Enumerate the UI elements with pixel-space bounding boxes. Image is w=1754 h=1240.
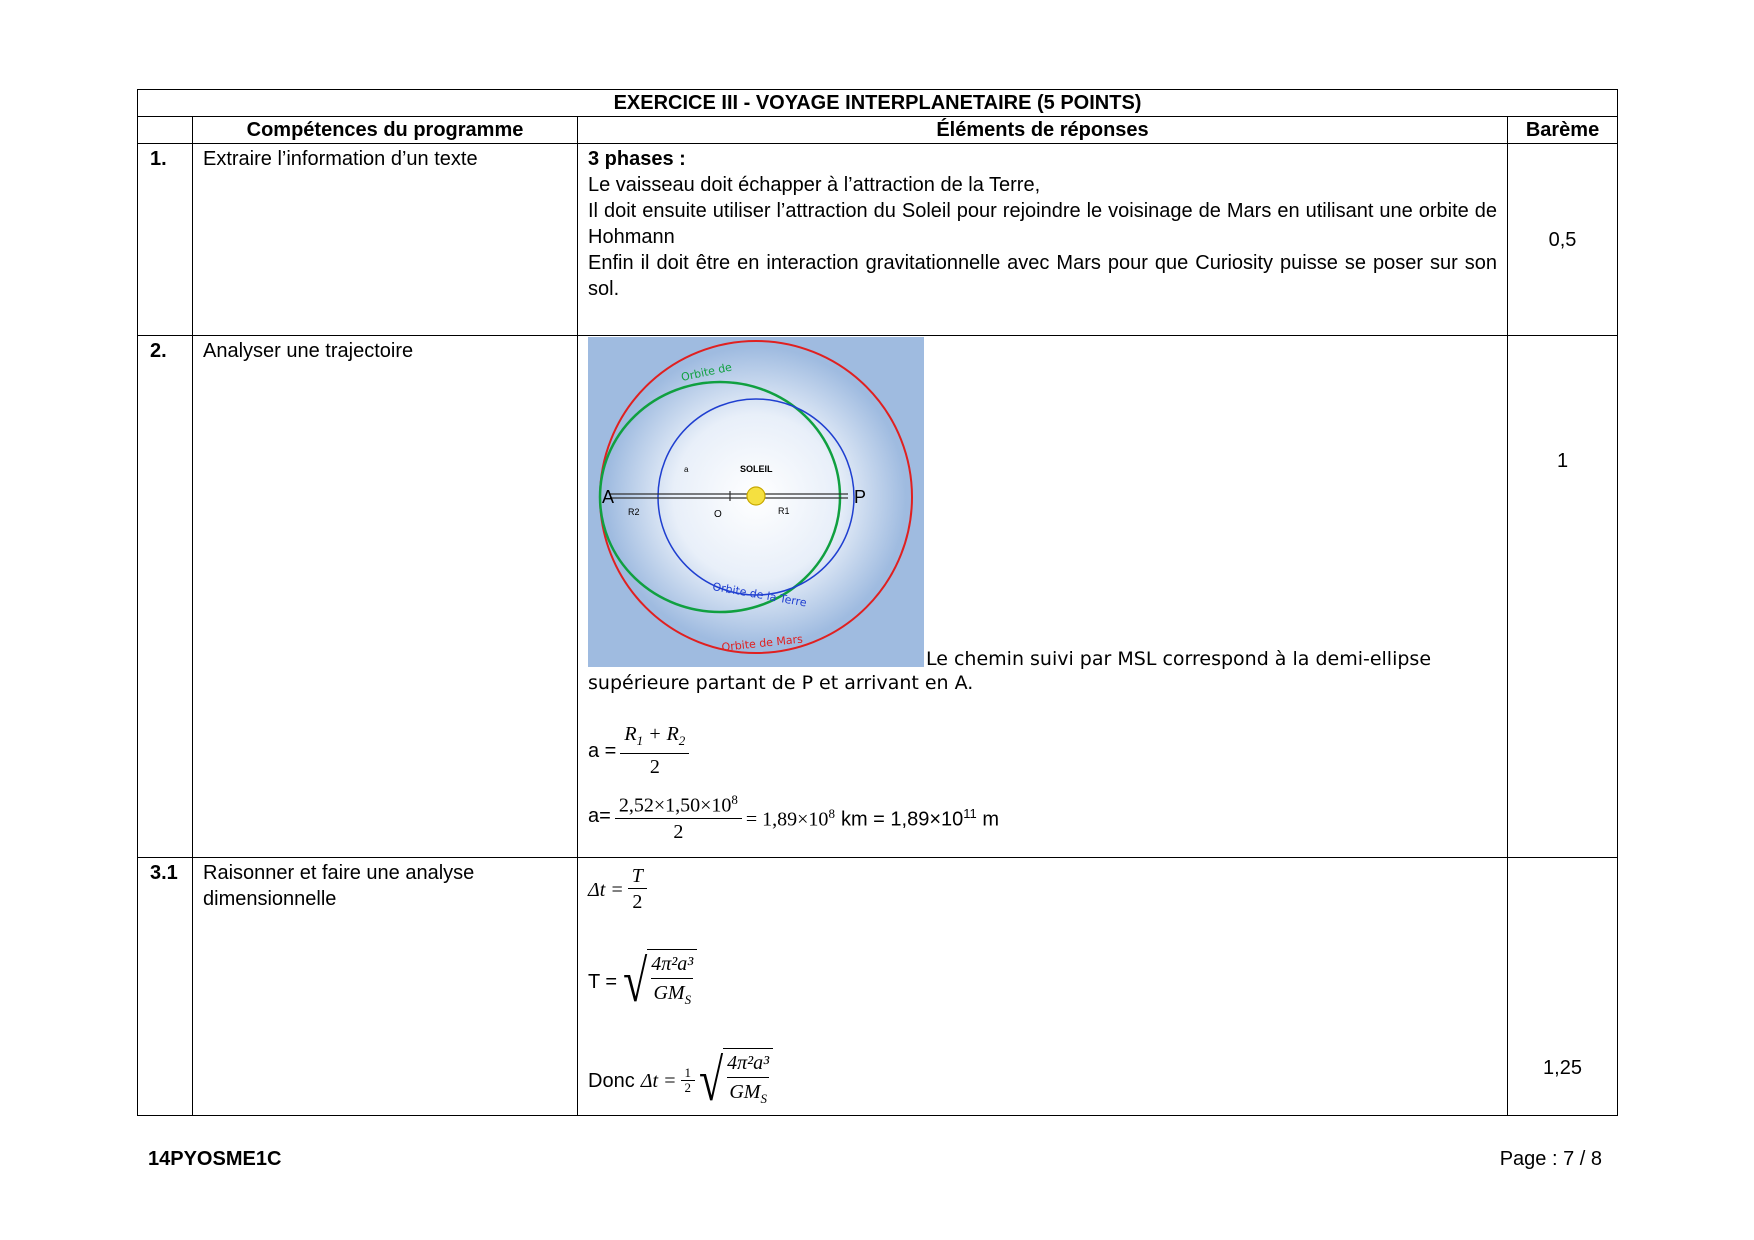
document-code: 14PYOSME1C bbox=[148, 1148, 282, 1170]
fraction-numerator: T bbox=[628, 864, 647, 889]
radicand-denominator: $GM_S$ bbox=[653, 982, 692, 1007]
table-row-1 bbox=[138, 144, 1618, 336]
header-elements: Éléments de réponses bbox=[578, 117, 1508, 144]
fraction bbox=[628, 864, 647, 915]
donc-dt: Δt = bbox=[640, 1069, 677, 1092]
point-A-label: A bbox=[602, 487, 615, 507]
competence-text: Extraire l’information d’un texte bbox=[193, 144, 578, 336]
equation-dt bbox=[588, 864, 1497, 915]
answer-line: Le vaisseau doit échapper à l’attraction de la Terre, bbox=[588, 174, 1041, 196]
page-number: Page : 7 / 8 bbox=[1499, 1148, 1602, 1170]
header-competences: Compétences du programme bbox=[193, 117, 578, 144]
fraction-numerator: $2,52\times 1,50\times 10^8$ bbox=[615, 788, 742, 819]
donc-label: Donc bbox=[588, 1069, 635, 1092]
phases-title: 3 phases : bbox=[588, 148, 686, 170]
fraction-denominator: 2 bbox=[673, 820, 684, 843]
score: 1 bbox=[1508, 336, 1618, 858]
point-P-label: P bbox=[854, 487, 867, 507]
radicand bbox=[723, 1048, 773, 1113]
row-number: 1. bbox=[138, 144, 193, 336]
answer-elements bbox=[578, 144, 1508, 336]
fraction-denominator: 2 bbox=[632, 891, 643, 913]
eq2-label: a= bbox=[588, 805, 611, 828]
figure-caption-line1: Le chemin suivi par MSL correspond à la demi-ellipse bbox=[926, 648, 1432, 670]
fraction-denominator: 2 bbox=[649, 756, 660, 778]
table-row-3 bbox=[138, 858, 1618, 1116]
equation-a-value bbox=[588, 788, 1497, 845]
equation-T bbox=[588, 949, 1497, 1014]
sun-icon bbox=[747, 487, 765, 505]
eq2-result: = $1,89\times 10^8$ bbox=[745, 805, 835, 831]
equation-donc bbox=[588, 1048, 1497, 1113]
figure-caption-line2: supérieure partant de P et arrivant en A. bbox=[588, 672, 974, 694]
row-number: 3.1 bbox=[138, 858, 193, 1116]
answer-elements bbox=[578, 858, 1508, 1116]
answer-sheet bbox=[137, 89, 1617, 1147]
mars-orbit-label: Orbite de Mars bbox=[720, 632, 804, 654]
radical-sign: √ bbox=[699, 1046, 724, 1113]
header-bareme: Barème bbox=[1508, 117, 1618, 144]
answer-elements bbox=[578, 336, 1508, 858]
center-o-label: O bbox=[714, 509, 722, 520]
T-label: T = bbox=[588, 970, 618, 993]
figure-block bbox=[588, 336, 1497, 670]
sun-label: SOLEIL bbox=[740, 464, 773, 474]
orbit-diagram bbox=[588, 337, 924, 667]
dt-label: Δt = bbox=[588, 878, 624, 901]
table-row-2 bbox=[138, 336, 1618, 858]
score: 0,5 bbox=[1508, 144, 1618, 336]
answer-line: Enfin il doit être en interaction gravitationnelle avec Mars pour que Curiosity puisse se poser sur son sol. bbox=[588, 252, 1497, 300]
row-number: 2. bbox=[138, 336, 193, 858]
equation-a bbox=[588, 722, 1497, 780]
fraction bbox=[615, 788, 742, 845]
radicand-numerator: 4π²a³ bbox=[651, 950, 693, 979]
fraction-numerator: $R_1 + R_2$ bbox=[620, 722, 689, 754]
eq2-unit: km = $1,89\times 10^{11}$ m bbox=[840, 805, 999, 831]
semi-axis-label: a bbox=[684, 465, 689, 474]
competence-text: Raisonner et faire une analyse dimensionnelle bbox=[193, 858, 578, 1116]
radicand-denominator: $GM_S$ bbox=[729, 1081, 767, 1106]
r2-label: R2 bbox=[628, 507, 640, 517]
fraction-numerator: 1 bbox=[681, 1066, 696, 1081]
exercise-title: EXERCICE III - VOYAGE INTERPLANETAIRE (5 POINTS) bbox=[138, 90, 1618, 117]
answer-line: Il doit ensuite utiliser l’attraction du Soleil pour rejoindre le voisinage de Mars en utilisant une orbite de Hohmann bbox=[588, 200, 1497, 248]
score: 1,25 bbox=[1508, 858, 1618, 1116]
radical-sign: √ bbox=[623, 947, 648, 1014]
competence-text: Analyser une trajectoire bbox=[193, 336, 578, 858]
eq-a-label: a = bbox=[588, 740, 617, 762]
answer-table bbox=[137, 89, 1618, 1116]
radicand-numerator: 4π²a³ bbox=[727, 1049, 769, 1078]
square-root bbox=[699, 1048, 773, 1113]
half-fraction bbox=[681, 1066, 696, 1095]
fraction bbox=[620, 722, 689, 780]
transfer-orbit-label: Orbite de bbox=[679, 360, 734, 384]
fraction-denominator: 2 bbox=[684, 1080, 691, 1095]
square-root bbox=[623, 949, 697, 1014]
radicand bbox=[647, 949, 697, 1014]
earth-orbit-label: Orbite de la Terre bbox=[711, 580, 808, 610]
header-num bbox=[138, 117, 193, 144]
r1-label: R1 bbox=[778, 506, 790, 516]
